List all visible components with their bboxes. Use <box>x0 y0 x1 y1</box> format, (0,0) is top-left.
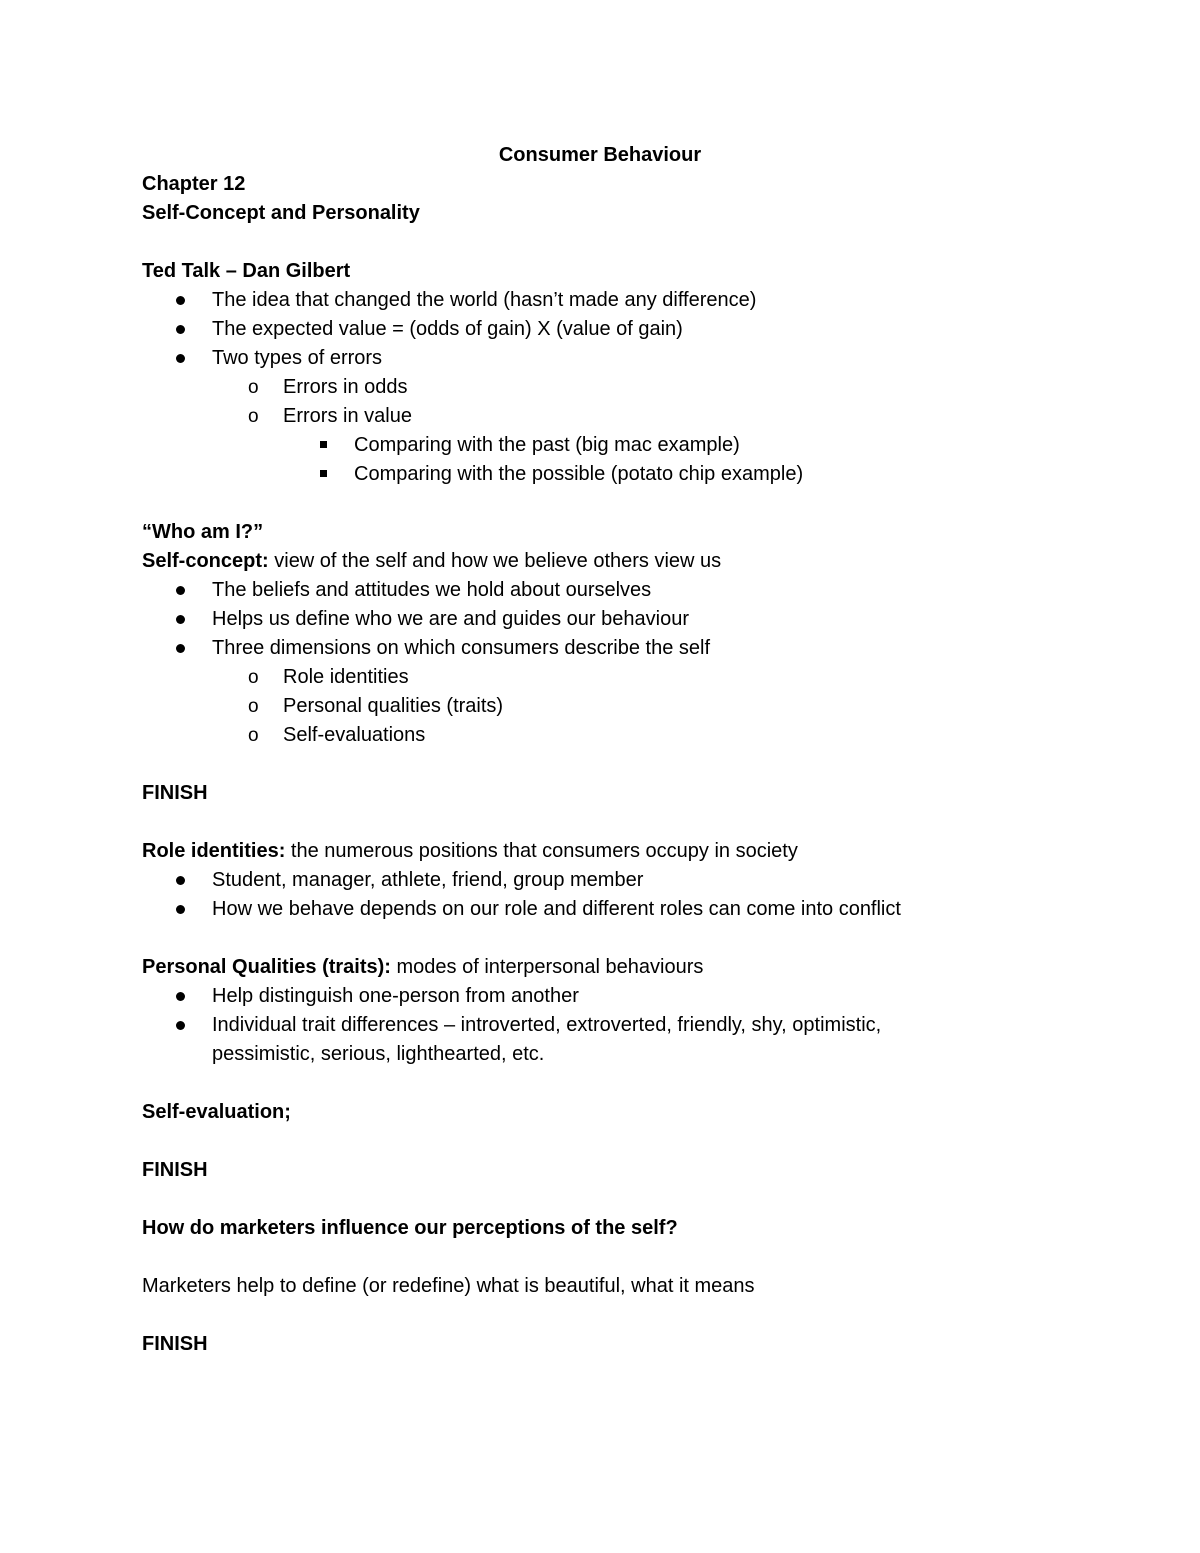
list-item-text: Three dimensions on which consumers describe the self <box>212 637 711 659</box>
sub-list-item <box>142 721 1062 750</box>
finish-marker: FINISH <box>142 782 208 804</box>
bullet-icon <box>176 866 185 885</box>
sub-sub-list-item <box>142 460 1062 489</box>
definition-self-concept <box>142 547 1062 576</box>
sub-list-item <box>142 402 1062 431</box>
list-item-text: Self-evaluations <box>283 724 426 746</box>
spacer <box>142 808 1062 837</box>
list-item-text: How we behave depends on our role and different roles can come into conflict <box>212 898 901 920</box>
document-title: Consumer Behaviour <box>498 144 702 166</box>
list-item <box>142 576 1062 605</box>
spacer <box>142 489 1062 518</box>
list-item-text: Individual trait differences – introverted, extroverted, friendly, shy, optimistic, pessimistic, serious, lighthearted, etc. <box>212 1014 882 1065</box>
list-item-text: Help distinguish one-person from another <box>212 985 579 1007</box>
bullet-icon <box>176 895 185 914</box>
section-heading-ted-talk: Ted Talk – Dan Gilbert <box>142 260 351 282</box>
list-item-text: Helps us define who we are and guides our behaviour <box>212 608 689 630</box>
list-item <box>142 866 1062 895</box>
bullet-icon <box>176 982 185 1001</box>
spacer <box>142 1127 1062 1156</box>
definition-term: Personal Qualities (traits): <box>142 956 391 978</box>
list-item <box>142 315 1062 344</box>
bullet-icon <box>176 634 185 653</box>
list-item-text: Personal qualities (traits) <box>283 695 504 717</box>
section-heading-question: How do marketers influence our perceptions of the self? <box>142 1217 678 1239</box>
circle-bullet-icon: o <box>248 377 259 398</box>
list-item <box>142 605 1062 634</box>
list-item <box>142 895 1062 924</box>
bullet-icon <box>176 1011 185 1030</box>
bullet-icon <box>176 576 185 595</box>
finish-marker: FINISH <box>142 1333 208 1355</box>
definition-text: view of the self and how we believe others view us <box>268 550 722 572</box>
list-item-text: The beliefs and attitudes we hold about ourselves <box>212 579 652 601</box>
paragraph-marketers: Marketers help to define (or redefine) what is beautiful, what it means <box>142 1275 755 1297</box>
definition-role-identities <box>142 837 1062 866</box>
definition-term: Self-concept: <box>142 550 269 572</box>
list-item <box>142 286 1062 315</box>
list-item <box>142 344 1062 373</box>
list-item <box>142 634 1062 663</box>
definition-text: modes of interpersonal behaviours <box>390 956 704 978</box>
spacer <box>142 1301 1062 1330</box>
bullet-icon <box>176 286 185 305</box>
list-item <box>142 1011 1062 1069</box>
square-bullet-icon <box>320 460 327 477</box>
list-item-text: Errors in odds <box>283 376 408 398</box>
list-item-text: The idea that changed the world (hasn’t made any difference) <box>212 289 757 311</box>
spacer <box>142 1185 1062 1214</box>
sub-sub-list-item <box>142 431 1062 460</box>
definition-term: Role identities: <box>142 840 286 862</box>
circle-bullet-icon: o <box>248 667 259 688</box>
definition-text: the numerous positions that consumers occupy in society <box>285 840 798 862</box>
bullet-icon <box>176 605 185 624</box>
list-item-text: Comparing with the possible (potato chip example) <box>354 463 804 485</box>
bullet-icon <box>176 315 185 334</box>
list-item <box>142 982 1062 1011</box>
sub-list-item <box>142 692 1062 721</box>
list-item-text: Errors in value <box>283 405 412 427</box>
chapter-number: Chapter 12 <box>142 173 246 195</box>
chapter-title: Self-Concept and Personality <box>142 202 420 224</box>
spacer <box>142 924 1062 953</box>
list-item-text: Role identities <box>283 666 409 688</box>
sub-list-item <box>142 373 1062 402</box>
list-item-text: Student, manager, athlete, friend, group member <box>212 869 644 891</box>
circle-bullet-icon: o <box>248 406 259 427</box>
list-item-text: The expected value = (odds of gain) X (value of gain) <box>212 318 683 340</box>
spacer <box>142 1069 1062 1098</box>
definition-personal-qualities <box>142 953 1062 982</box>
spacer <box>142 228 1062 257</box>
bullet-icon <box>176 344 185 363</box>
square-bullet-icon <box>320 431 327 448</box>
section-heading-self-evaluation: Self-evaluation; <box>142 1101 291 1123</box>
section-heading-who-am-i: “Who am I?” <box>142 521 264 543</box>
list-item-text: Comparing with the past (big mac example) <box>354 434 740 456</box>
circle-bullet-icon: o <box>248 696 259 717</box>
spacer <box>142 750 1062 779</box>
list-item-text: Two types of errors <box>212 347 383 369</box>
finish-marker: FINISH <box>142 1159 208 1181</box>
document-body <box>142 141 1062 1359</box>
spacer <box>142 1243 1062 1272</box>
sub-list-item <box>142 663 1062 692</box>
circle-bullet-icon: o <box>248 725 259 746</box>
